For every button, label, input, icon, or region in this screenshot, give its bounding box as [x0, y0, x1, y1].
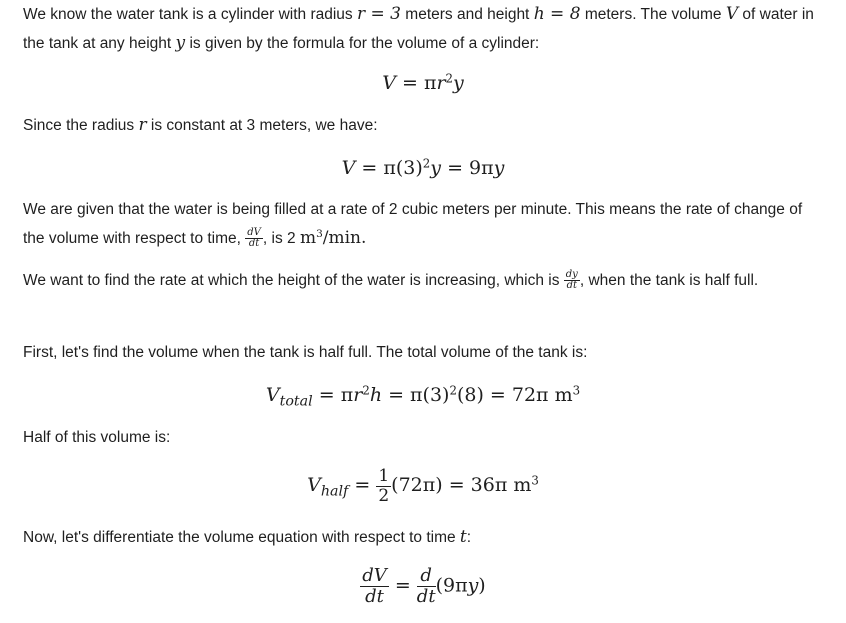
math-exponent: 2	[362, 383, 370, 398]
text: Now, let's differentiate the volume equation with respect to time	[23, 529, 460, 546]
math-subscript: total	[279, 393, 313, 410]
math-symbol: =	[348, 474, 377, 497]
math-exponent: 2	[449, 383, 457, 398]
math-exponent: 3	[572, 383, 581, 398]
fraction-numerator: dV	[362, 565, 387, 586]
math-symbol: y	[493, 157, 505, 179]
fraction-denominator: 2	[378, 485, 390, 506]
math-symbol: = 9π	[441, 157, 494, 179]
math-symbol: y	[467, 574, 479, 597]
paragraph-half-volume	[23, 424, 823, 452]
text: Since the radius	[23, 117, 139, 134]
math-exponent: 2	[445, 71, 454, 86]
fraction-dV-dt	[360, 566, 389, 607]
text: is constant at 3 meters, we have:	[146, 117, 378, 134]
math-symbol: =	[388, 574, 417, 597]
fraction-denominator: dt	[416, 585, 436, 607]
fraction-one-half	[376, 467, 391, 505]
unit: m	[299, 228, 317, 248]
fraction-numerator: 1	[378, 466, 390, 486]
equation-cylinder-volume	[0, 68, 846, 98]
height-equation: h = 8	[533, 4, 581, 24]
math-symbol: (72π) = 36π m	[391, 474, 532, 497]
text: We are given that the water is being filled at a rate of 2 cubic meters per minute. This means the rate of change of the volume with respect to time,	[23, 201, 803, 247]
volume-variable: V	[725, 4, 739, 24]
text: Half of this volume is:	[23, 429, 171, 446]
fraction-denominator: dt	[248, 237, 260, 249]
math-symbol: V	[382, 72, 396, 94]
height-variable: y	[175, 33, 186, 53]
math-symbol: h	[369, 384, 383, 406]
text: meters and height	[400, 6, 534, 23]
math-symbol: =	[395, 72, 424, 94]
time-variable: t	[459, 527, 467, 547]
paragraph-total-volume	[23, 339, 823, 367]
fraction-denominator: dt	[365, 585, 384, 607]
math-symbol: y	[453, 72, 464, 94]
fraction-numerator: dy	[565, 268, 578, 280]
text: of water in the tank at any height	[23, 6, 814, 52]
math-symbol: = π(3)	[355, 157, 423, 179]
text: is given by the formula for the volume of a cylinder:	[185, 35, 540, 52]
text: We know the water tank is a cylinder with radius	[23, 6, 357, 23]
math-symbol: )	[478, 574, 486, 597]
equation-half-volume	[0, 467, 846, 505]
unit-exponent: 3	[316, 228, 323, 241]
radius-equation: r = 3	[356, 4, 401, 24]
math-symbol: y	[430, 157, 442, 179]
fraction-dV-dt	[245, 228, 263, 249]
math-symbol: = π	[312, 384, 354, 406]
math-exponent: 3	[531, 473, 539, 488]
math-symbol: π	[423, 72, 437, 94]
math-subscript: half	[320, 483, 349, 500]
fraction-numerator: dV	[247, 226, 261, 238]
fraction-dy-dt	[564, 270, 580, 291]
unit: /min.	[322, 228, 367, 248]
text: , is 2	[262, 230, 300, 247]
radius-variable: r	[138, 115, 147, 135]
rate-unit	[300, 228, 366, 248]
math-symbol: = π(3)	[382, 384, 450, 406]
math-symbol: r	[353, 384, 363, 406]
equation-derivative	[0, 566, 846, 607]
text: :	[466, 529, 472, 546]
text: , when the tank is half full.	[579, 272, 759, 289]
text: First, let's find the volume when the tank is half full. The total volume of the tank is:	[23, 344, 588, 361]
fraction-denominator: dt	[566, 279, 578, 291]
math-exponent: 2	[422, 156, 431, 171]
paragraph-constant-radius	[23, 111, 823, 140]
text: meters. The volume	[580, 6, 726, 23]
fraction-numerator: d	[417, 566, 436, 587]
fraction-d-dt	[417, 566, 436, 607]
math-symbol: (9π	[435, 574, 468, 597]
math-symbol: (8) = 72π m	[456, 384, 573, 406]
math-symbol: V	[265, 384, 280, 406]
paragraph-cylinder-intro	[23, 0, 823, 58]
text: We want to find the rate at which the height of the water is increasing, which is	[23, 272, 564, 289]
math-symbol: V	[341, 157, 356, 179]
paragraph-fill-rate	[23, 196, 823, 253]
equation-total-volume	[0, 380, 846, 410]
paragraph-height-rate	[23, 267, 823, 295]
math-symbol: r	[436, 72, 446, 94]
paragraph-differentiate	[23, 523, 823, 552]
math-symbol: V	[307, 474, 321, 497]
equation-volume-substituted	[0, 153, 846, 183]
